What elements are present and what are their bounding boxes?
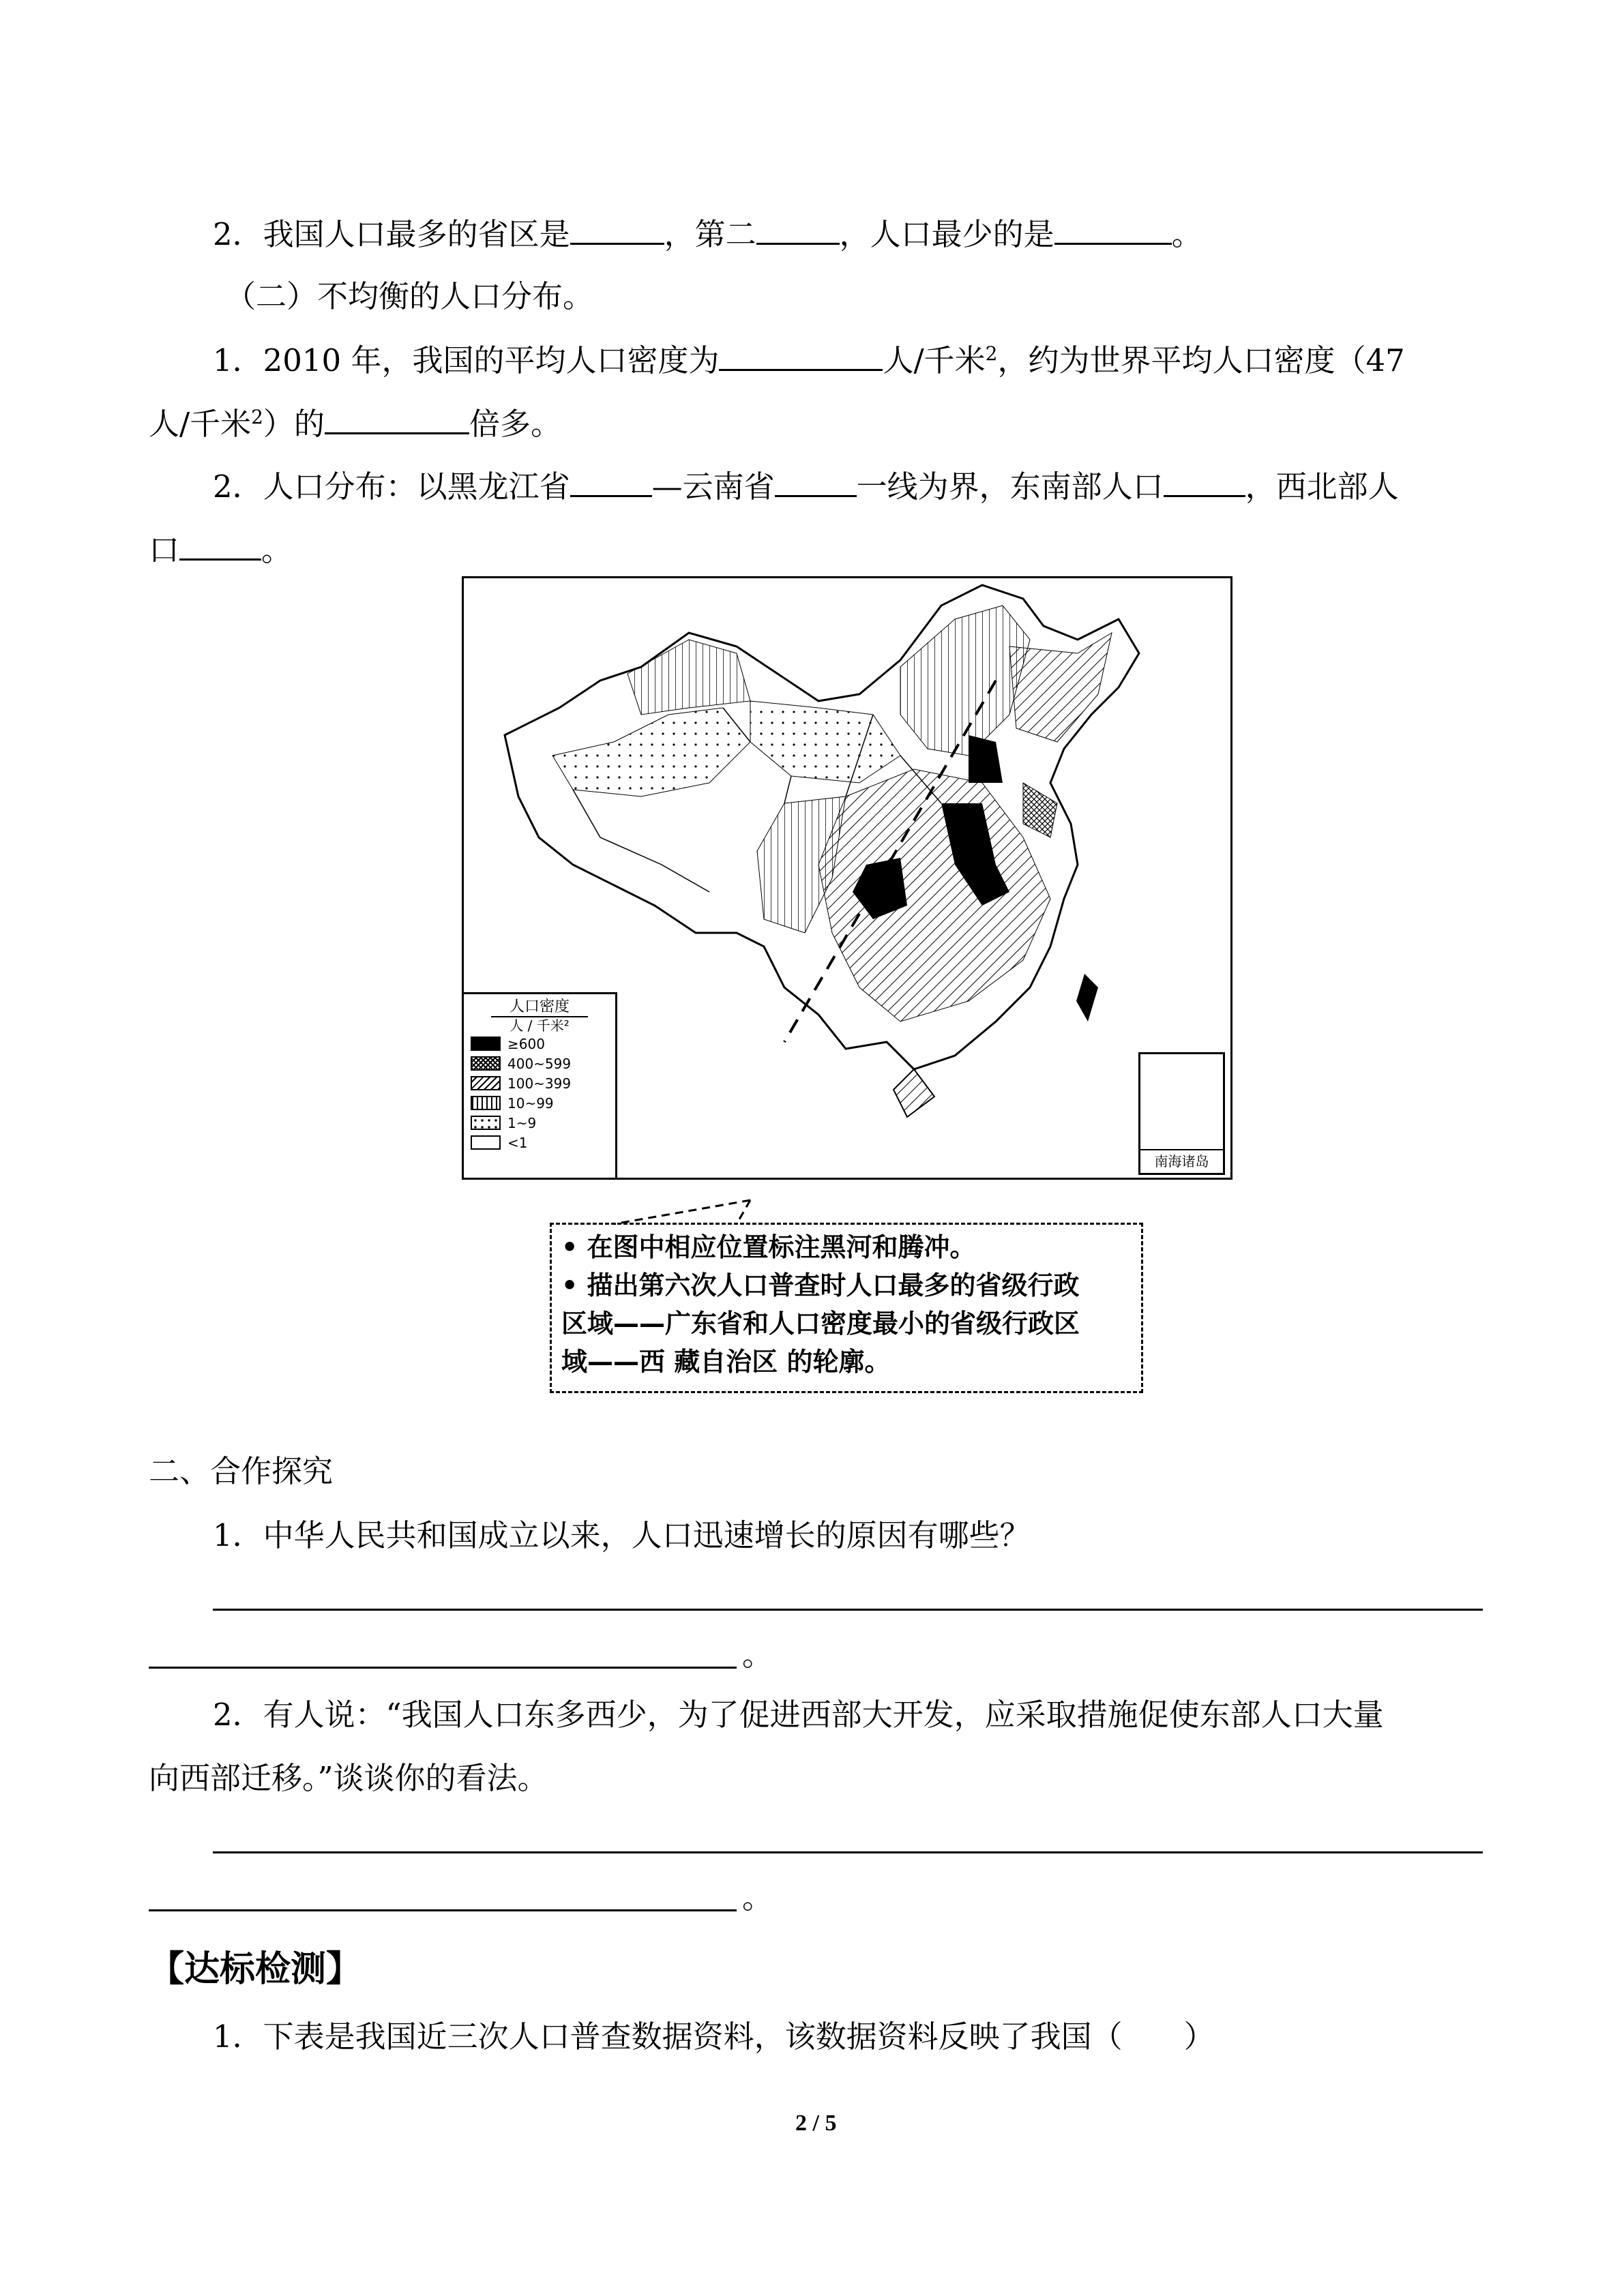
legend-item (464, 1133, 615, 1152)
callout-line: 区域——广东省和人口密度最小的省级行政区 (561, 1309, 1080, 1339)
section-cooperative-inquiry: 二、合作探究 (149, 1453, 334, 1489)
legend-item (464, 1034, 615, 1054)
dist-text-2: —云南省 (651, 468, 775, 505)
callout-line: • 描出第六次人口普查时人口最多的省级行政 (561, 1270, 1080, 1300)
question-most-populous (213, 213, 1202, 255)
south-china-sea-inset (1138, 1052, 1225, 1175)
answer-line[interactable] (149, 1909, 737, 1911)
legend-label: ≥600 (507, 1035, 545, 1052)
legend-label: 100~399 (507, 1075, 572, 1092)
coop-question-2-cont: 向西部迁移。”谈谈你的看法。 (149, 1760, 548, 1796)
answer-blank[interactable] (1054, 213, 1172, 245)
question-distribution (213, 465, 1399, 507)
density-text-5: ）的 (263, 406, 325, 442)
dist-text-6: 。 (261, 532, 293, 568)
callout-line: • 在图中相应位置标注黑河和腾冲。 (561, 1232, 976, 1262)
answer-blank[interactable] (325, 402, 469, 434)
legend-label: 400~599 (507, 1055, 572, 1072)
answer-line[interactable] (213, 1609, 1483, 1611)
answer-blank[interactable] (1164, 465, 1245, 497)
legend-label: 10~99 (507, 1094, 554, 1112)
legend-item (464, 1073, 615, 1093)
page-number: 2 / 5 (795, 2111, 837, 2136)
answer-line[interactable] (149, 1667, 737, 1669)
sentence-end: 。 (742, 1637, 773, 1673)
superscript: 2 (985, 342, 998, 365)
dist-text-4: ，西北部人 (1245, 468, 1399, 505)
callout-line: 域——西 藏自治区 的轮廓。 (561, 1347, 891, 1377)
answer-blank[interactable] (570, 213, 664, 245)
legend-title: 人口密度 (509, 998, 570, 1015)
answer-blank[interactable] (179, 528, 261, 561)
answer-blank[interactable] (756, 213, 840, 245)
dist-text-5: 口 (149, 532, 180, 568)
legend-swatch (471, 1076, 501, 1090)
q2-text-1: 2．我国人口最多的省区是 (213, 216, 570, 252)
density-text-4: 人/千米 (149, 406, 252, 442)
map-task-callout (550, 1223, 1143, 1393)
legend-item (464, 1113, 615, 1133)
superscript: 2 (251, 406, 263, 428)
inset-label: 南海诸岛 (1140, 1149, 1223, 1170)
map-legend (462, 992, 617, 1180)
legend-unit: 人 / 千米² (491, 1016, 588, 1034)
q2-text-3: ，人口最少的是 (839, 216, 1054, 252)
answer-blank[interactable] (570, 465, 652, 497)
legend-swatch (471, 1096, 501, 1110)
question-density-cont (149, 402, 561, 445)
density-text-6: 倍多。 (469, 406, 562, 442)
density-text-2: 人/千米 (883, 342, 986, 378)
legend-label: 1~9 (507, 1114, 537, 1131)
dist-text-1: 2．人口分布：以黑龙江省 (213, 468, 570, 505)
legend-swatch (471, 1056, 501, 1071)
density-text-3: ，约为世界平均人口密度（47 (997, 342, 1405, 378)
q2-text-4: 。 (1171, 216, 1202, 252)
legend-swatch (471, 1116, 501, 1130)
answer-blank[interactable] (719, 339, 883, 371)
dist-text-3: 一线为界，东南部人口 (856, 468, 1164, 505)
legend-item (464, 1054, 615, 1073)
test-question-1: 1．下表是我国近三次人口普查数据资料，该数据资料反映了我国（ ） (213, 2018, 1215, 2055)
legend-swatch (471, 1135, 501, 1150)
coop-question-1: 1．中华人民共和国成立以来，人口迅速增长的原因有哪些？ (213, 1517, 1031, 1553)
coop-question-2: 2．有人说：“我国人口东多西少，为了促进西部大开发，应采取措施促使东部人口大量 (213, 1697, 1384, 1733)
sentence-end: 。 (742, 1879, 773, 1915)
density-text-1: 1．2010 年，我国的平均人口密度为 (213, 342, 720, 378)
legend-label: <1 (507, 1134, 528, 1151)
answer-blank[interactable] (775, 465, 857, 497)
question-distribution-cont (149, 528, 292, 571)
section-standard-test: 【达标检测】 (149, 1949, 362, 1990)
q2-text-2: ，第二 (664, 216, 756, 252)
legend-swatch (471, 1037, 501, 1051)
section-uneven-distribution: （二）不均衡的人口分布。 (225, 278, 594, 314)
question-density (213, 339, 1405, 381)
answer-line[interactable] (213, 1851, 1483, 1853)
legend-item (464, 1093, 615, 1113)
